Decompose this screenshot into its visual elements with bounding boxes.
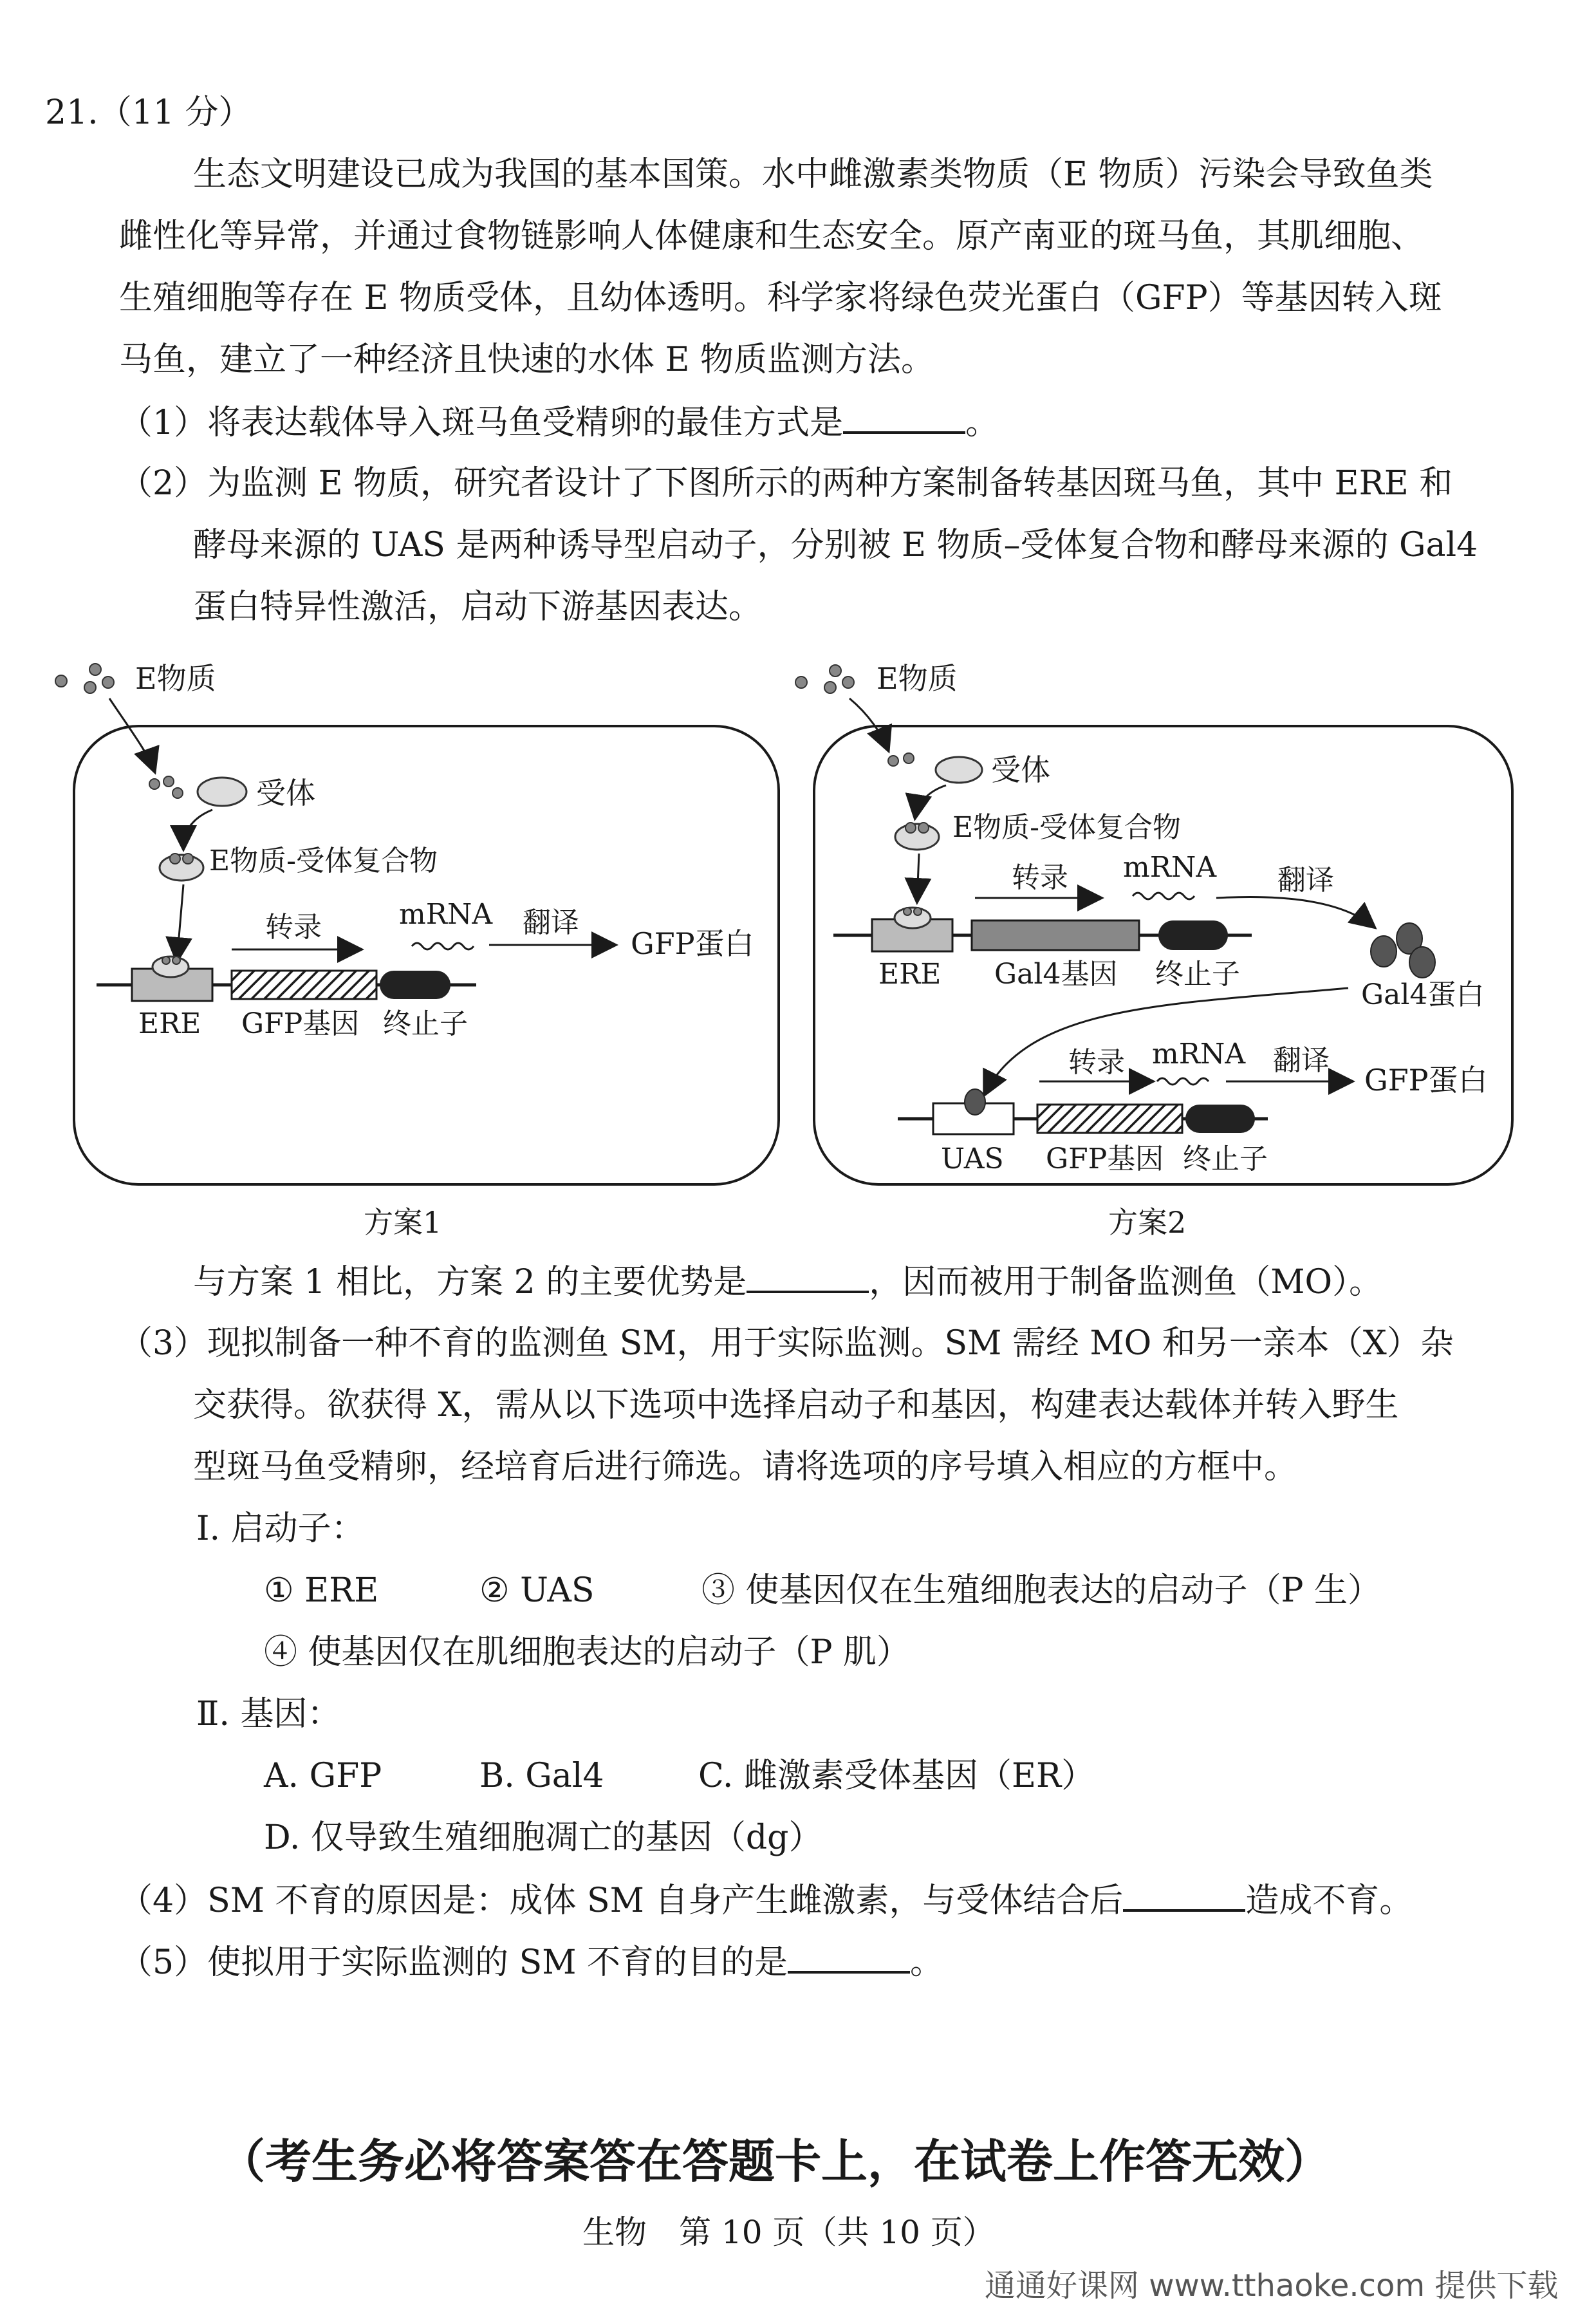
plan1-receptor-icon <box>198 778 246 806</box>
plan1-caption: 方案1 <box>364 1205 442 1240</box>
q4-answer-blank <box>1123 1877 1245 1912</box>
question-points: （11 分） <box>98 93 252 132</box>
q2-line-2: 酵母来源的 UAS 是两种诱导型启动子，分别被 E 物质–受体复合物和酵母来源的 Gal4 <box>193 526 1478 565</box>
plan1-translation-label: 翻译 <box>523 906 579 939</box>
plan1-mrna-label: mRNA <box>399 898 493 931</box>
plan1-diagram <box>55 661 779 1240</box>
promoters-heading: Ⅰ. 启动子： <box>196 1509 365 1548</box>
genes-heading: Ⅱ. 基因： <box>196 1695 341 1733</box>
plan2-complex-label: E物质-受体复合物 <box>952 811 1181 844</box>
q5-answer-blank <box>788 1939 910 1974</box>
gene-option-d: D. 仅导致生殖细胞凋亡的基因（dg） <box>264 1818 822 1857</box>
plan2-gal4-gene-box <box>972 920 1139 950</box>
gene-option-c: C. 雌激素受体基因（ER） <box>698 1757 1095 1795</box>
plan2-e-substance-label: E物质 <box>877 661 958 696</box>
plan2-terminator-box-2 <box>1185 1105 1255 1133</box>
plan2-receptor-icon <box>936 757 982 783</box>
plan1-gfp-gene-box <box>232 971 376 999</box>
promoter-option-4: ④ 使基因仅在肌细胞表达的启动子（P 肌） <box>264 1633 911 1672</box>
watermark: 通通好课网 www.tthaoke.com 提供下载 <box>985 2268 1559 2304</box>
plan2-transcription-label-1: 转录 <box>1012 861 1068 894</box>
plan1-terminator-box <box>380 971 450 999</box>
page-number: 生物 第 10 页（共 10 页） <box>582 2214 995 2251</box>
q3-line-1: （3）现拟制备一种不育的监测鱼 SM，用于实际监测。SM 需经 MO 和另一亲本（X）杂 <box>119 1324 1454 1363</box>
plan2-receptor-label: 受体 <box>991 752 1050 787</box>
intro-line-1: 生态文明建设已成为我国的基本国策。水中雌激素类物质（E 物质）污染会导致鱼类 <box>193 155 1433 194</box>
q2-follow: 与方案 1 相比，方案 2 的主要优势是 ，因而被用于制备监测鱼（MO）。 <box>193 1258 1382 1305</box>
plan2-gfp-gene-label: GFP基因 <box>1046 1143 1164 1175</box>
plan2-translation-label-2: 翻译 <box>1273 1044 1330 1077</box>
plan2-translation-label-1: 翻译 <box>1277 864 1334 897</box>
plan1-terminator-label: 终止子 <box>383 1007 468 1040</box>
plan2-mrna-label-2: mRNA <box>1152 1038 1246 1070</box>
plan2-uas-label: UAS <box>941 1143 1004 1175</box>
plan1-transcription-label: 转录 <box>265 911 322 944</box>
q3-line-2: 交获得。欲获得 X，需从以下选项中选择启动子和基因，构建表达载体并转入野生 <box>193 1386 1399 1424</box>
plan1-gfp-gene-label: GFP基因 <box>241 1007 360 1040</box>
exam-notice: （考生务必将答案答在答题卡上，在试卷上作答无效） <box>219 2134 1332 2189</box>
plan2-transcription-label-2: 转录 <box>1068 1046 1125 1079</box>
plan2-ere-label: ERE <box>878 958 942 991</box>
gene-option-b: B. Gal4 <box>479 1757 604 1795</box>
plan1-e-substance-label: E物质 <box>135 661 216 696</box>
promoter-option-1: ① ERE <box>264 1571 379 1610</box>
intro-line-4: 马鱼，建立了一种经济且快速的水体 E 物质监测方法。 <box>119 341 935 379</box>
intro-line-2: 雌性化等异常，并通过食物链影响人体健康和生态安全。原产南亚的斑马鱼，其肌细胞、 <box>119 217 1425 256</box>
plan1-gfp-protein-label: GFP蛋白 <box>631 926 754 961</box>
q2-line-3: 蛋白特异性激活，启动下游基因表达。 <box>193 588 763 626</box>
gene-option-a: A. GFP <box>264 1757 382 1795</box>
plan1-receptor-label: 受体 <box>256 776 315 810</box>
promoter-option-3: ③ 使基因仅在生殖细胞表达的启动子（P 生） <box>701 1571 1382 1610</box>
promoter-option-2: ② UAS <box>479 1571 595 1610</box>
plan2-gal4-protein-label: Gal4蛋白 <box>1361 978 1485 1011</box>
plan2-gfp-gene-box <box>1037 1105 1182 1133</box>
plan2-gfp-protein-label: GFP蛋白 <box>1364 1063 1488 1097</box>
plan2-terminator-label-2: 终止子 <box>1183 1143 1268 1175</box>
plan2-gal4-gene-label: Gal4基因 <box>994 958 1118 991</box>
question-number: 21. <box>45 93 98 132</box>
plan2-caption: 方案2 <box>1108 1205 1187 1240</box>
q3-line-3: 型斑马鱼受精卵，经培育后进行筛选。请将选项的序号填入相应的方框中。 <box>193 1448 1298 1486</box>
plan2-terminator-label-1: 终止子 <box>1155 958 1240 991</box>
plan2-diagram <box>795 661 1512 1240</box>
q5: （5）使拟用于实际监测的 SM 不育的目的是 。 <box>119 1939 943 1985</box>
intro-line-3: 生殖细胞等存在 E 物质受体，且幼体透明。科学家将绿色荧光蛋白（GFP）等基因转入斑 <box>119 279 1442 317</box>
q4: （4）SM 不育的原因是：成体 SM 自身产生雌激素，与受体结合后 造成不育。 <box>119 1877 1413 1923</box>
plan1-ere-label: ERE <box>138 1007 201 1040</box>
q1: （1）将表达载体导入斑马鱼受精卵的最佳方式是 。 <box>119 399 999 445</box>
q2-line-1: （2）为监测 E 物质，研究者设计了下图所示的两种方案制备转基因斑马鱼，其中 ERE 和 <box>119 464 1453 503</box>
plan1-complex-label: E物质-受体复合物 <box>209 845 438 877</box>
plan2-terminator-box-1 <box>1158 920 1228 950</box>
plan2-mrna-label-1: mRNA <box>1123 851 1217 884</box>
q2-answer-blank <box>747 1258 869 1293</box>
